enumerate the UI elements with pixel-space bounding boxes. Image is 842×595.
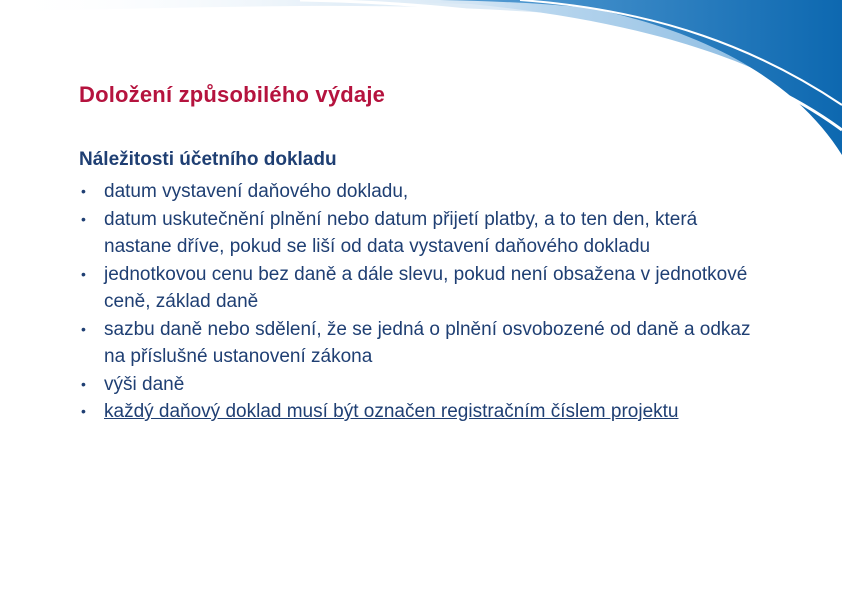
list-item-text: každý daňový doklad musí být označen registračním číslem projektu bbox=[104, 401, 679, 422]
bullet-icon: • bbox=[81, 265, 86, 282]
bullet-icon: • bbox=[81, 183, 86, 199]
list-item-text: datum vystavení daňového dokladu, bbox=[104, 181, 409, 202]
bullet-icon: • bbox=[81, 403, 86, 419]
list-item-text: datum uskutečnění plnění nebo datum přijetí platby, a to ten den, která nastane dříve, pokud se liší od data vystavení daňového dokladu bbox=[104, 208, 698, 257]
requirements-list bbox=[79, 178, 769, 426]
list-item bbox=[79, 261, 769, 316]
list-item-text: výši daně bbox=[104, 373, 185, 395]
list-item bbox=[79, 316, 769, 371]
list-item bbox=[79, 371, 769, 399]
list-item bbox=[79, 178, 769, 206]
header-swoosh-decoration bbox=[0, 0, 842, 160]
list-item-text: sazbu daně nebo sdělení, že se jedná o plnění osvobozené od daně a odkaz na příslušné ustanovení zákona bbox=[104, 318, 751, 367]
bullet-icon: • bbox=[81, 320, 86, 337]
list-item bbox=[79, 398, 769, 426]
bullet-icon: • bbox=[81, 210, 86, 227]
list-item-text: jednotkovou cenu bez daně a dále slevu, pokud není obsažena v jednotkové ceně, základ daně bbox=[104, 263, 748, 312]
section-subheading: Náležitosti účetního dokladu bbox=[79, 149, 337, 170]
bullet-icon: • bbox=[81, 375, 86, 392]
list-item bbox=[79, 206, 769, 261]
slide-title: Doložení způsobilého výdaje bbox=[79, 82, 386, 107]
